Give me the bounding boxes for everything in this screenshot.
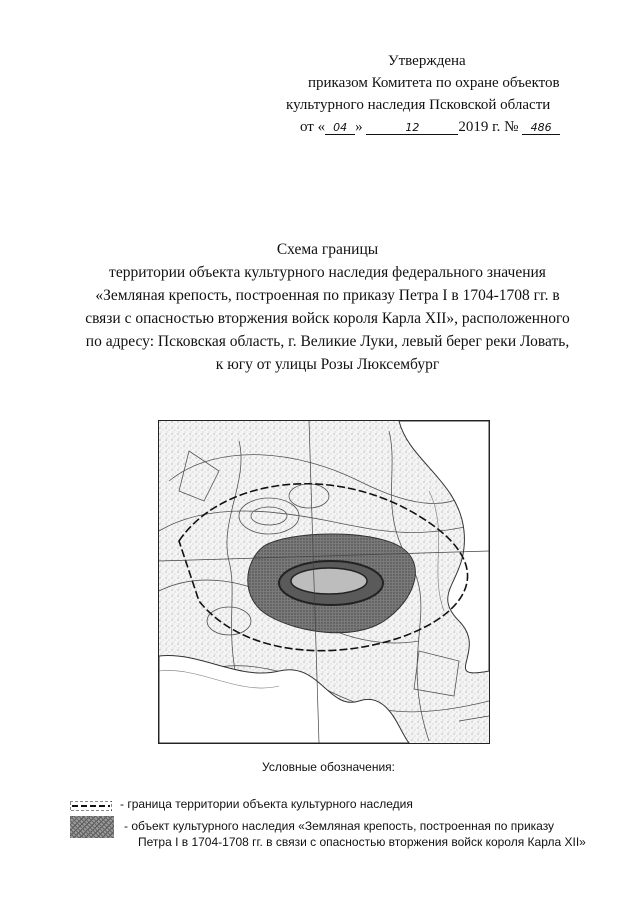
date-day: 04 (325, 122, 355, 135)
hatched-area-icon (70, 816, 114, 838)
map-drawing (159, 421, 489, 743)
dashed-line-icon (70, 801, 112, 811)
title-line-1: Схема границы (276, 241, 379, 258)
legend-item-object-label-1: - объект культурного наследия «Земляная крепость, построенная по приказу (124, 819, 555, 833)
title-line-5: по адресу: Псковская область, г. Великие Луки, левый берег реки Ловать, (85, 333, 570, 350)
document-title (70, 238, 585, 376)
year-text: 2019 г. № (458, 119, 519, 135)
approval-date-line (286, 116, 596, 138)
date-mid: » (355, 119, 363, 135)
legend-title: Условные обозначения: (262, 760, 395, 774)
approval-line-2: приказом Комитета по охране объектов (308, 75, 560, 91)
title-line-6: к югу от улицы Розы Люксембург (215, 356, 440, 373)
approval-block (286, 50, 596, 138)
approval-line-1: Утверждена (388, 53, 466, 69)
order-number: 486 (522, 122, 560, 135)
boundary-map (158, 420, 490, 744)
approval-line-3: культурного наследия Псковской области (286, 97, 551, 113)
title-line-4: связи с опасностью вторжения войск короля Карла XII», расположенного (85, 310, 570, 327)
title-line-3: «Земляная крепость, построенная по приказу Петра I в 1704-1708 гг. в (95, 287, 560, 304)
legend-item-boundary-label: - граница территории объекта культурного наследия (120, 797, 413, 811)
fortress-interior (291, 568, 367, 594)
title-line-2: территории объекта культурного наследия федерального значения (109, 264, 546, 281)
date-prefix: от « (300, 119, 326, 135)
date-month: 12 (366, 122, 458, 135)
legend-item-object-label-2: Петра I в 1704-1708 гг. в связи с опасностью вторжения войск короля Карла XII» (138, 835, 586, 849)
